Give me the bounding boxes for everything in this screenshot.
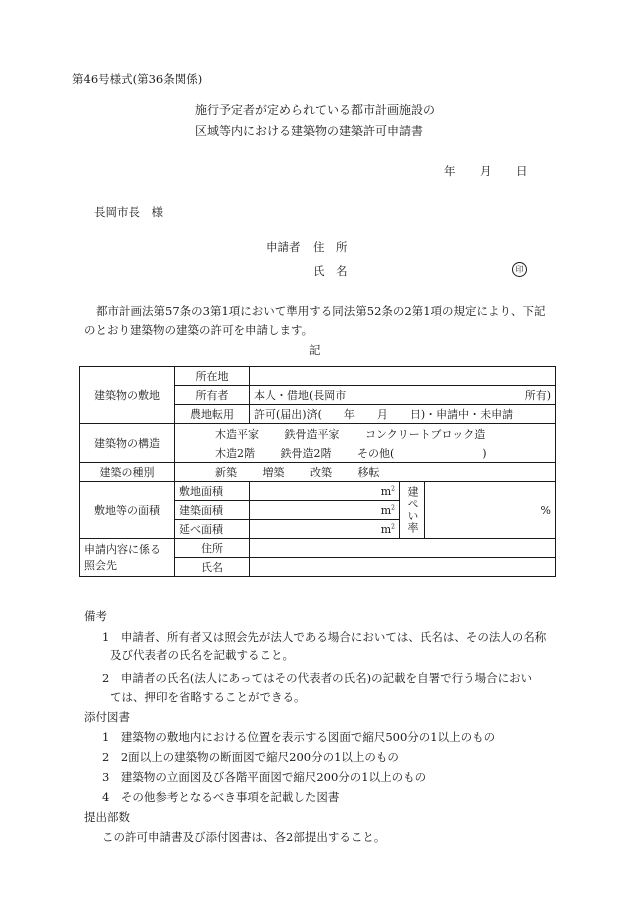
location-field[interactable] bbox=[250, 367, 556, 386]
submission-text: この許可申請書及び添付図書は、各2部提出すること。 bbox=[102, 830, 386, 844]
structure-options[interactable] bbox=[175, 424, 556, 463]
applicant-name-label: 氏 名 bbox=[313, 264, 348, 278]
contact-label: 申請内容に係る 照会先 bbox=[80, 539, 175, 577]
structure-option[interactable]: 鉄骨造2階 bbox=[280, 446, 332, 460]
total-floor-area-field[interactable]: $m^2$ bbox=[250, 520, 400, 539]
attachment-item: 4 その他参考となるべき事項を記載した図書 bbox=[102, 790, 340, 804]
farmland-field[interactable]: 許可(届出)済( 年 月 日)・申請中・未申請 bbox=[250, 405, 556, 424]
form-number: 第46号様式(第36条関係) bbox=[72, 72, 203, 86]
note-item: 2 申請者の氏名(法人にあってはその代表者の氏名)の記載を自署で行う場合におい bbox=[102, 671, 533, 685]
area-label: 敷地等の面積 bbox=[80, 482, 175, 539]
note-item: 及び代表者の氏名を記載すること。 bbox=[110, 648, 294, 662]
owner-value-right: 所有) bbox=[524, 389, 551, 402]
attachments-heading: 添付図書 bbox=[84, 710, 130, 724]
date-year-field[interactable]: 年 bbox=[444, 164, 456, 178]
document-title-line2: 区域等内における建築物の建築許可申請書 bbox=[195, 124, 424, 138]
owner-value-left: 本人・借地(長岡市 bbox=[254, 389, 347, 402]
location-label: 所在地 bbox=[175, 367, 250, 386]
ki-heading: 記 bbox=[309, 343, 321, 357]
owner-field[interactable] bbox=[250, 386, 556, 405]
structure-option[interactable]: 木造2階 bbox=[215, 446, 255, 460]
applicant-address-label: 住 所 bbox=[313, 240, 348, 254]
attachment-item: 2 2面以上の建築物の断面図で縮尺200分の1以上のもの bbox=[102, 750, 399, 764]
contact-address-field[interactable] bbox=[250, 539, 556, 558]
coverage-ratio-field[interactable]: % bbox=[425, 482, 556, 539]
total-floor-area-label: 延べ面積 bbox=[175, 520, 250, 539]
submission-heading: 提出部数 bbox=[84, 810, 130, 824]
kind-option[interactable]: 新築 bbox=[215, 466, 237, 479]
application-table bbox=[79, 366, 556, 577]
body-text-line2: のとおり建築物の建築の許可を申請します。 bbox=[84, 323, 314, 337]
building-area-field[interactable]: $m^2$ bbox=[250, 501, 400, 520]
kind-option[interactable]: 移転 bbox=[357, 466, 380, 479]
site-area-field[interactable]: $m^2$ bbox=[250, 482, 400, 501]
document-title-line1: 施行予定者が定められている都市計画施設の bbox=[195, 103, 436, 117]
farmland-label: 農地転用 bbox=[175, 405, 250, 424]
site-label: 建築物の敷地 bbox=[80, 367, 175, 424]
kind-option[interactable]: 増築 bbox=[262, 466, 285, 479]
structure-label: 建築物の構造 bbox=[80, 424, 175, 463]
date-day-field[interactable]: 日 bbox=[516, 164, 528, 178]
attachment-item: 3 建築物の立面図及び各階平面図で縮尺200分の1以上のもの bbox=[102, 770, 427, 784]
structure-option[interactable]: 鉄骨造平家 bbox=[284, 427, 340, 441]
structure-option[interactable]: その他( ) bbox=[357, 446, 487, 460]
date-month-field[interactable]: 月 bbox=[480, 164, 492, 178]
owner-label: 所有者 bbox=[175, 386, 250, 405]
addressee: 長岡市長 様 bbox=[94, 205, 163, 219]
contact-name-label: 氏名 bbox=[175, 558, 250, 577]
seal-icon: 印 bbox=[512, 262, 527, 277]
contact-address-label: 住所 bbox=[175, 539, 250, 558]
body-text-line1: 都市計画法第57条の3第1項において準用する同法第52条の2第1項の規定により、下記 bbox=[96, 304, 546, 318]
kind-option[interactable]: 改築 bbox=[310, 466, 332, 479]
contact-name-field[interactable] bbox=[250, 558, 556, 577]
note-item: 1 申請者、所有者又は照会先が法人である場合においては、氏名は、その法人の名称 bbox=[102, 630, 547, 644]
attachment-item: 1 建築物の敷地内における位置を表示する図面で縮尺500分の1以上のもの bbox=[102, 730, 496, 744]
structure-option[interactable]: コンクリートブロック造 bbox=[365, 427, 486, 441]
kind-options[interactable] bbox=[175, 463, 556, 482]
notes-heading: 備考 bbox=[84, 609, 107, 623]
applicant-label: 申請者 bbox=[266, 240, 301, 254]
kind-label: 建築の種別 bbox=[80, 463, 175, 482]
building-area-label: 建築面積 bbox=[175, 501, 250, 520]
structure-option[interactable]: 木造平家 bbox=[215, 427, 259, 441]
coverage-ratio-label: 建ぺい率 bbox=[400, 482, 425, 539]
note-item: ては、押印を省略することができる。 bbox=[110, 690, 306, 704]
site-area-label: 敷地面積 bbox=[175, 482, 250, 501]
